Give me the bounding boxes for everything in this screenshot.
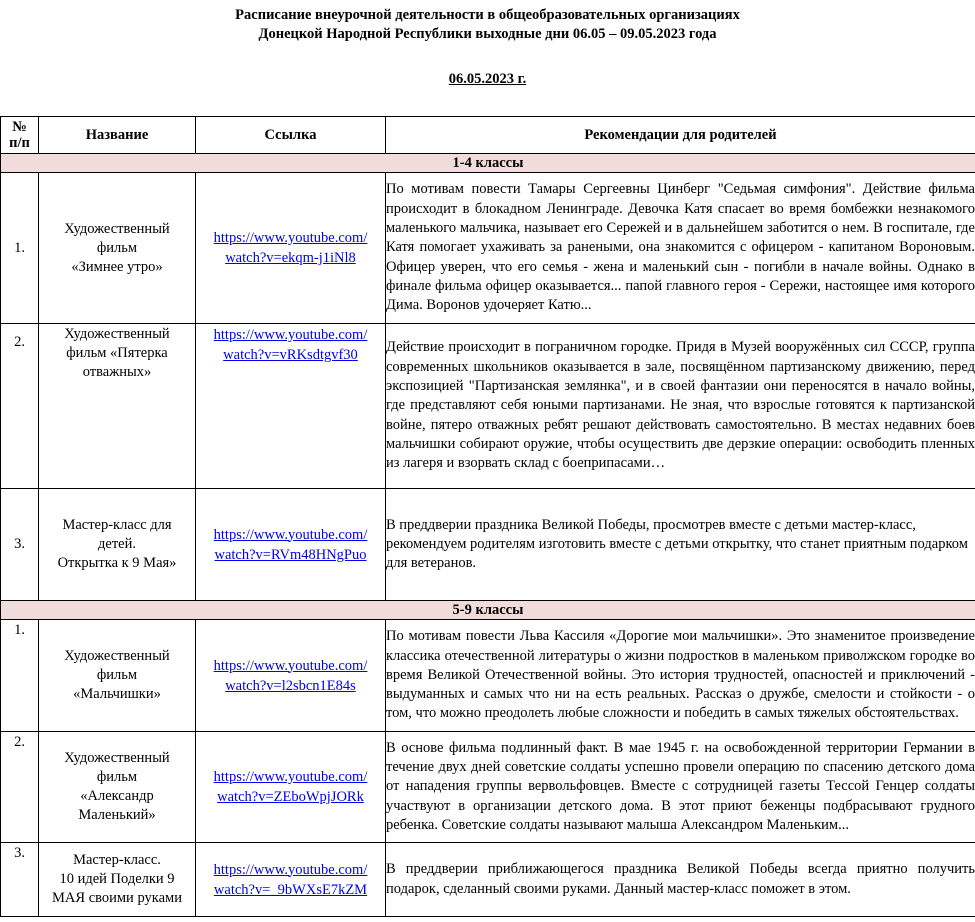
row-title: Художественный фильм «Пятерка отважных»	[39, 324, 196, 489]
row-title: Мастер-класс для детей. Открытка к 9 Мая»	[39, 489, 196, 601]
schedule-table	[0, 116, 975, 917]
row-recommendation: В преддверии праздника Великой Победы, просмотрев вместе с детьми мастер-класс, рекомендуем родителям изготовить вместе с детьми открытку, что станет приятным подарком для ветеранов.	[386, 489, 975, 601]
table-row	[1, 732, 975, 843]
section-row-5-9	[1, 601, 975, 620]
row-number: 1.	[1, 173, 39, 324]
row-recommendation: По мотивам повести Тамары Сергеевны Цинберг "Седьмая симфония". Действие фильма происходит в блокадном Ленинграде. Девочка Катя спасает во время бомбежки незнакомого маленького мальчика, называет его Сережей и в дальнейшем заботится о нем. В госпитале, где Катя помогает ухаживать за ранеными, она знакомится с офицером - капитаном Вороновым. Офицер уверен, что его семья - жена и маленький сын - погибли в начале войны. Однако в финале фильма офицер оказывается... папой главного героя - Сережи, настоящее имя которого Дима. Воронов удочеряет Катю...	[386, 173, 975, 324]
row-link-cell	[196, 620, 386, 732]
youtube-link[interactable]: https://www.youtube.com/ watch?v=l2sbcn1E84s	[213, 657, 368, 694]
document-title	[0, 6, 975, 44]
youtube-link[interactable]: https://www.youtube.com/ watch?v=_9bWXsE7kZM	[213, 861, 368, 898]
youtube-link[interactable]: https://www.youtube.com/ watch?v=vRKsdtgvf30	[213, 327, 368, 363]
table-row	[1, 324, 975, 489]
column-header-recommendations: Рекомендации для родителей	[386, 117, 975, 154]
row-number: 3.	[1, 843, 39, 917]
row-link-cell	[196, 324, 386, 489]
row-recommendation: По мотивам повести Льва Кассиля «Дорогие мои мальчишки». Это знаменитое произведение классика отечественной литературы о жизни подростков в маленьком приволжском городке во время Великой Отечественной войны. Это история трудностей, опасностей и приключений - выдуманных и самых что ни на есть реальных. Рассказ о дружбе, смелости и стойкости - о том, что можно преодолеть любые сложности и победить в самых тяжелых обстоятельствах.	[386, 620, 975, 732]
column-header-number: № п/п	[1, 117, 39, 154]
table-row	[1, 489, 975, 601]
table-row	[1, 843, 975, 917]
row-number: 3.	[1, 489, 39, 601]
section-title: 1-4 классы	[1, 154, 975, 173]
row-number: 1.	[1, 620, 39, 732]
row-recommendation: В основе фильма подлинный факт. В мае 1945 г. на освобожденной территории Германии в течение двух дней советские солдаты успешно провели операцию по спасению детского дома от нападения группы вервольфовцев. Вместе с сотрудницей газеты Тессой Генцер солдаты участвуют в организации детского дома. В этот приют беженцы подбрасывают грудного ребенка. Советские солдаты называют малыша Александром Маленьким...	[386, 732, 975, 843]
row-link-cell	[196, 843, 386, 917]
row-title: Художественный фильм «Александр Маленький»	[39, 732, 196, 843]
column-header-link: Ссылка	[196, 117, 386, 154]
title-line-1: Расписание внеурочной деятельности в общеобразовательных организациях	[235, 7, 740, 23]
youtube-link[interactable]: https://www.youtube.com/ watch?v=ekqm-j1iNl8	[213, 230, 368, 266]
youtube-link[interactable]: https://www.youtube.com/ watch?v=ZEboWpjJORk	[213, 769, 368, 805]
table-row	[1, 173, 975, 324]
section-row-1-4	[1, 154, 975, 173]
row-number: 2.	[1, 324, 39, 489]
row-title: Художественный фильм «Зимнее утро»	[39, 173, 196, 324]
row-link-cell	[196, 489, 386, 601]
row-link-cell	[196, 732, 386, 843]
section-title: 5-9 классы	[1, 601, 975, 620]
row-title: Художественный фильм «Мальчишки»	[39, 620, 196, 732]
row-number: 2.	[1, 732, 39, 843]
table-row	[1, 620, 975, 732]
title-line-2: Донецкой Народной Республики выходные дни 06.05 – 09.05.2023 года	[258, 26, 717, 42]
table-header-row	[1, 117, 975, 154]
youtube-link[interactable]: https://www.youtube.com/ watch?v=RVm48HNgPuo	[213, 526, 368, 563]
row-title: Мастер-класс. 10 идей Поделки 9 МАЯ своими руками	[39, 843, 196, 917]
row-recommendation: Действие происходит в пограничном городке. Придя в Музей вооружённых сил СССР, группа современных школьников оказывается в зале, посвящённом партизанскому движению, перед экспозицией "Партизанская землянка", и в своей фантазии они переносятся в начало войны, где представляют себя юными партизанами. Не зная, что взрослые готовятся к партизанской войне, пятеро отважных ребят решают действовать самостоятельно. В местах недавних боев мальчишки собирают оружие, чтобы осуществить две дерзкие операции: освободить пленных из лагеря и взорвать склад с боеприпасами…	[386, 324, 975, 489]
column-header-name: Название	[39, 117, 196, 154]
row-recommendation: В преддверии приближающегося праздника Великой Победы всегда приятно получить подарок, сделанный своими руками. Данный мастер-класс поможет в этом.	[386, 843, 975, 917]
schedule-date: 06.05.2023 г.	[448, 71, 527, 87]
row-link-cell	[196, 173, 386, 324]
